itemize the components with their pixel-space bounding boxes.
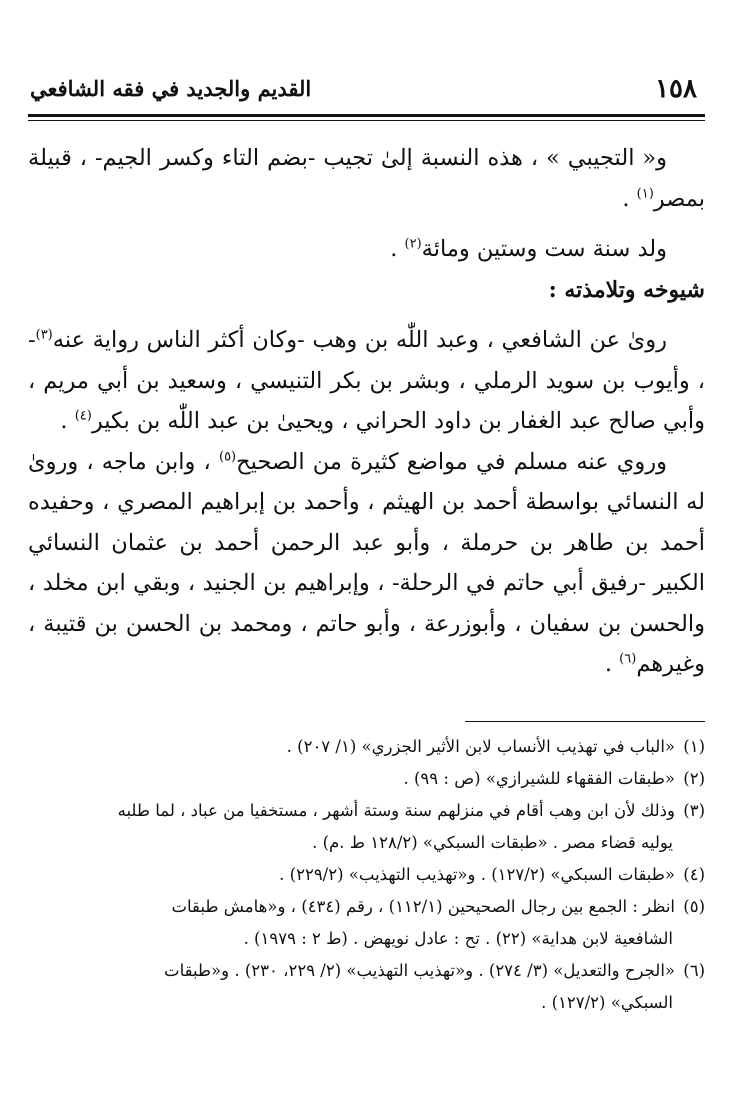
- section-heading: شيوخه وتلامذته :: [548, 276, 705, 303]
- footnote-3-continued: يوليه قضاء مصر . «طبقات السبكي» (١٢٨/٢ ط .م) .: [312, 833, 673, 852]
- paragraph-nisba: و« التجيبي » ، هذه النسبة إلىٰ تجيب -بضم التاء وكسر الجيم- ، قبيلة بمصر$^{(١)}$ .: [28, 145, 705, 212]
- footnote-ref-4: (٤): [74, 408, 92, 424]
- paragraph-birth: ولد سنة ست وستين ومائة$^{(٢)}$ .: [390, 236, 667, 262]
- running-title: القديم والجديد في فقه الشافعي: [30, 76, 312, 101]
- footnote-3: (٣)وذلك لأن ابن وهب أقام في منزلهم سنة وستة أشهر ، مستخفيا من عباد ، لما طلبه: [117, 801, 705, 820]
- footnote-separator: [465, 721, 705, 722]
- footnotes: [28, 731, 705, 1019]
- header-rule-thin: [28, 120, 705, 121]
- footnote-5-continued: الشافعية لابن هداية» (٢٢) . تح : عادل نويهض . (ط ٢ : ١٩٧٩) .: [243, 929, 673, 948]
- footnote-ref-3: (٣): [35, 327, 53, 343]
- page-number: ١٥٨: [655, 74, 697, 104]
- footnote-6-continued: السبكي» (١٢٧/٢) .: [541, 993, 673, 1012]
- paragraph-teachers: روىٰ عن الشافعي ، وعبد اللّٰه بن وهب -وكان أكثر الناس رواية عنه$^{(٣)}$- ، وأيوب بن سويد الرملي ، وبشر بن بكر التنيسي ، وسعيد بن أبي مريم ، وأبي صالح عبد الغفار بن داود الحراني ، ويحيىٰ بن عبد اللّٰه بن بكير$^{(٤)}$ .: [28, 327, 705, 434]
- footnote-ref-6: (٦): [619, 651, 637, 667]
- footnote-4: (٤)«طبقات السبكي» (١٢٧/٢) . و«تهذيب التهذيب» (٢٢٩/٢) .: [279, 865, 705, 884]
- footnote-1: (١)«الباب في تهذيب الأنساب لابن الأثير الجزري» (١/ ٢٠٧) .: [286, 737, 705, 756]
- paragraph-students: وروي عنه مسلم في مواضع كثيرة من الصحيح$^{(٥)}$ ، وابن ماجه ، وروىٰ له النسائي بواسطة أحمد بن الهيثم ، وأحمد بن إبراهيم المصري ، وحفيده أحمد بن طاهر بن حرملة ، وأبو عبد الرحمن أحمد بن عثمان النسائي الكبير -رفيق أبي حاتم في الرحلة- ، وإبراهيم بن الجنيد ، وبقي ابن مخلد ، والحسن بن سفيان ، وأبوزرعة ، وأبو حاتم ، ومحمد بن الحسن بن قتيبة ، وغيرهم$^{(٦)}$ .: [28, 448, 705, 677]
- footnote-ref-5: (٥): [218, 449, 237, 464]
- footnote-ref-2: (٢): [404, 236, 422, 252]
- page-header: [28, 68, 705, 108]
- footnote-ref-1: (١): [636, 186, 654, 201]
- footnote-5: (٥)انظر : الجمع بين رجال الصحيحين (١١٢/١) ، رقم (٤٣٤) ، و«هامش طبقات: [171, 897, 705, 916]
- footnote-6: (٦)«الجرح والتعديل» (٣/ ٢٧٤) . و«تهذيب التهذيب» (٢/ ٢٢٩، ٢٣٠) . و«طبقات: [164, 961, 705, 980]
- footnote-2: (٢)«طبقات الفقهاء للشيرازي» (ص : ٩٩) .: [403, 769, 705, 788]
- header-rule-thick: [28, 114, 705, 117]
- main-text: [28, 138, 705, 685]
